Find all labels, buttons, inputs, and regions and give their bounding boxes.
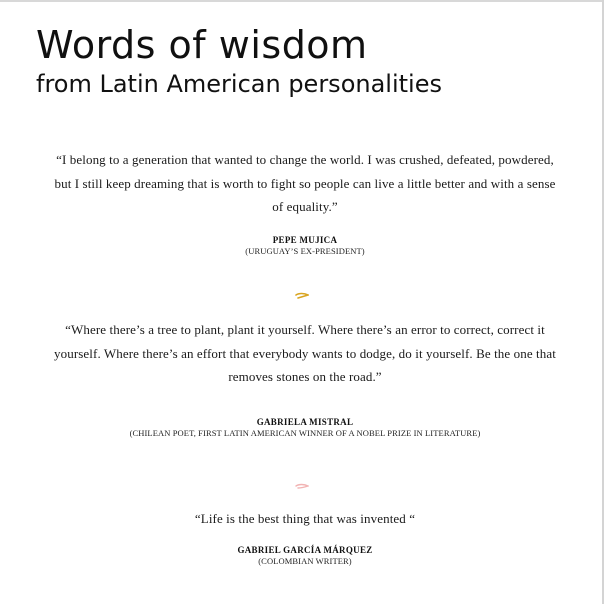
quote-author: GABRIEL GARCÍA MÁRQUEZ [237, 544, 373, 555]
page-subtitle: from Latin American personalities [36, 70, 442, 98]
quote-author: GABRIELA MISTRAL [256, 416, 354, 427]
quote-author-role: (CHILEAN POET, FIRST LATIN AMERICAN WINNER OF A NOBEL PRIZE IN LITERATURE) [129, 427, 481, 438]
quote-author: PEPE MUJICA [272, 234, 338, 245]
quote-text: “Where there’s a tree to plant, plant it yourself. Where there’s an error to correct, correct it yourself. Where there’s an effort that everybody wants to dodge, do it yourself. Be the one that removes stones on the road.” [54, 322, 556, 384]
pink-swash-ornament-icon [295, 482, 309, 490]
page-title: Words of wisdom [36, 23, 368, 67]
quote-text: “I belong to a generation that wanted to change the world. I was crushed, defeated, powdered, but I still keep dreaming that is worth to fight so people can live a little better and with a sense of equality.” [54, 152, 556, 214]
quote-text: “Life is the best thing that was invented “ [194, 511, 416, 526]
quote-block-mistral [50, 318, 560, 439]
quote-block-garcia-marquez [50, 507, 560, 567]
quote-author-role: (URUGUAY’S EX-PRESIDENT) [245, 245, 365, 256]
quote-block-mujica [50, 148, 560, 257]
quote-author-role: (COLOMBIAN WRITER) [258, 555, 352, 566]
gold-swash-ornament-icon [295, 292, 309, 300]
page-top-border [0, 0, 604, 2]
